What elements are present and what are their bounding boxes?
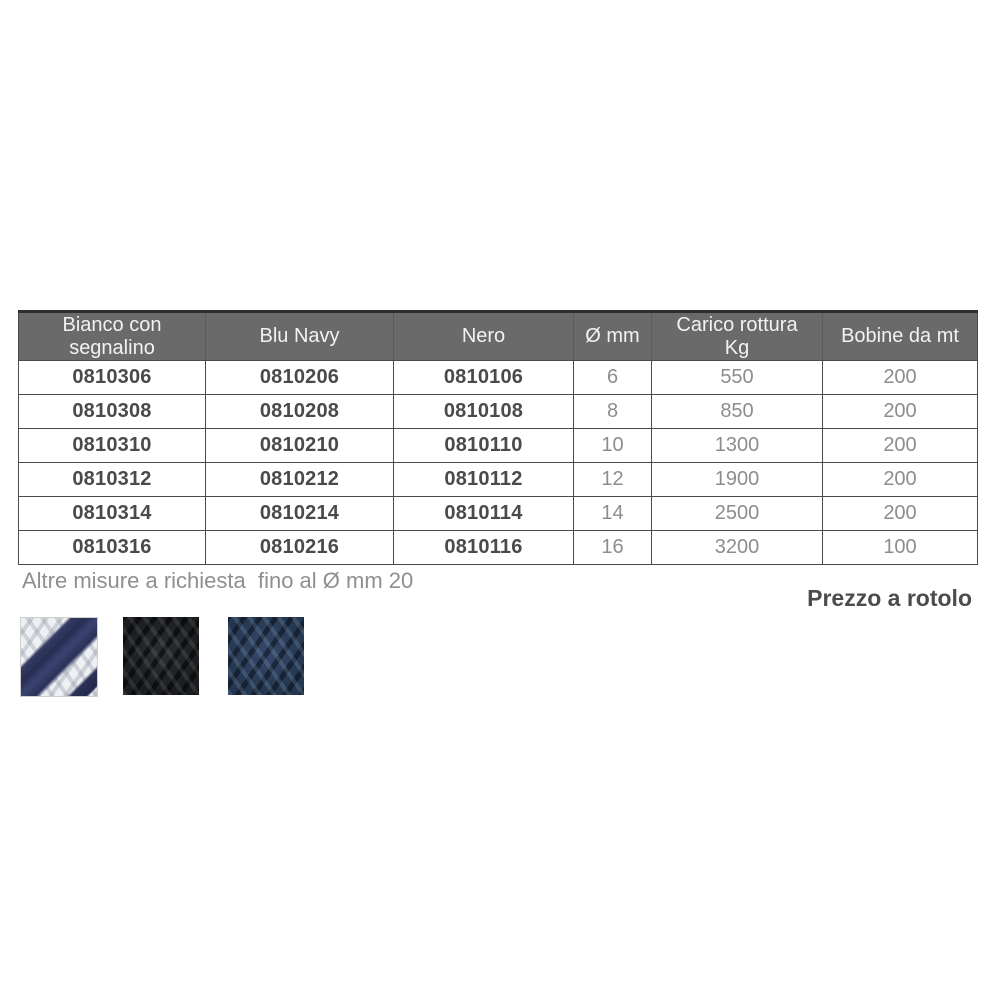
column-header-blu-navy [206, 312, 394, 361]
bobbin-length-cell: 200 [823, 463, 978, 497]
diameter-cell: 10 [574, 429, 652, 463]
table-row [19, 395, 978, 429]
column-header-label: Nero [461, 325, 506, 348]
product-code-cell: 0810112 [394, 463, 574, 497]
header-row [19, 312, 978, 361]
breaking-load-cell: 2500 [652, 497, 823, 531]
bobbin-length-cell: 200 [823, 497, 978, 531]
column-header-nero [394, 312, 574, 361]
diameter-cell: 14 [574, 497, 652, 531]
column-header-label: Blu Navy [259, 325, 340, 348]
product-code-cell: 0810212 [206, 463, 394, 497]
product-code-cell: 0810116 [394, 531, 574, 565]
product-code-cell: 0810214 [206, 497, 394, 531]
diameter-cell: 6 [574, 361, 652, 395]
rope-swatch-image-nero [123, 617, 199, 695]
diameter-cell: 16 [574, 531, 652, 565]
product-code-cell: 0810106 [394, 361, 574, 395]
bobbin-length-cell: 200 [823, 361, 978, 395]
column-header-breaking-load [652, 312, 823, 361]
diameter-cell: 8 [574, 395, 652, 429]
column-header-label: Ø mm [585, 325, 640, 348]
breaking-load-cell: 550 [652, 361, 823, 395]
product-code-cell: 0810110 [394, 429, 574, 463]
bobbin-length-cell: 100 [823, 531, 978, 565]
table-row [19, 429, 978, 463]
product-code-cell: 0810114 [394, 497, 574, 531]
bobbin-length-cell: 200 [823, 395, 978, 429]
price-per-roll-note: Prezzo a rotolo [807, 585, 972, 611]
table-row [19, 463, 978, 497]
column-header-bobbin-length [823, 312, 978, 361]
product-code-cell: 0810108 [394, 395, 574, 429]
product-code-cell: 0810312 [19, 463, 206, 497]
other-sizes-note: Altre misure a richiesta fino al Ø mm 20 [22, 568, 414, 593]
rope-swatch-image-bianco-con-segnalino [20, 617, 98, 697]
product-table [18, 310, 978, 565]
table-row [19, 531, 978, 565]
product-code-cell: 0810314 [19, 497, 206, 531]
diameter-cell: 12 [574, 463, 652, 497]
breaking-load-cell: 850 [652, 395, 823, 429]
product-code-cell: 0810308 [19, 395, 206, 429]
product-code-cell: 0810208 [206, 395, 394, 429]
column-header-label: Bianco con segnalino [62, 313, 162, 359]
breaking-load-cell: 1900 [652, 463, 823, 497]
breaking-load-cell: 1300 [652, 429, 823, 463]
breaking-load-cell: 3200 [652, 531, 823, 565]
column-header-diameter [574, 312, 652, 361]
product-code-cell: 0810310 [19, 429, 206, 463]
product-code-cell: 0810210 [206, 429, 394, 463]
table-row [19, 497, 978, 531]
product-code-cell: 0810216 [206, 531, 394, 565]
rope-swatch-image-blu-navy [228, 617, 304, 695]
table-row [19, 361, 978, 395]
product-code-cell: 0810306 [19, 361, 206, 395]
product-code-cell: 0810316 [19, 531, 206, 565]
product-code-cell: 0810206 [206, 361, 394, 395]
column-header-label: Carico rottura Kg [676, 313, 798, 359]
column-header-bianco-con-segnalino [19, 312, 206, 361]
column-header-label: Bobine da mt [841, 325, 959, 348]
bobbin-length-cell: 200 [823, 429, 978, 463]
